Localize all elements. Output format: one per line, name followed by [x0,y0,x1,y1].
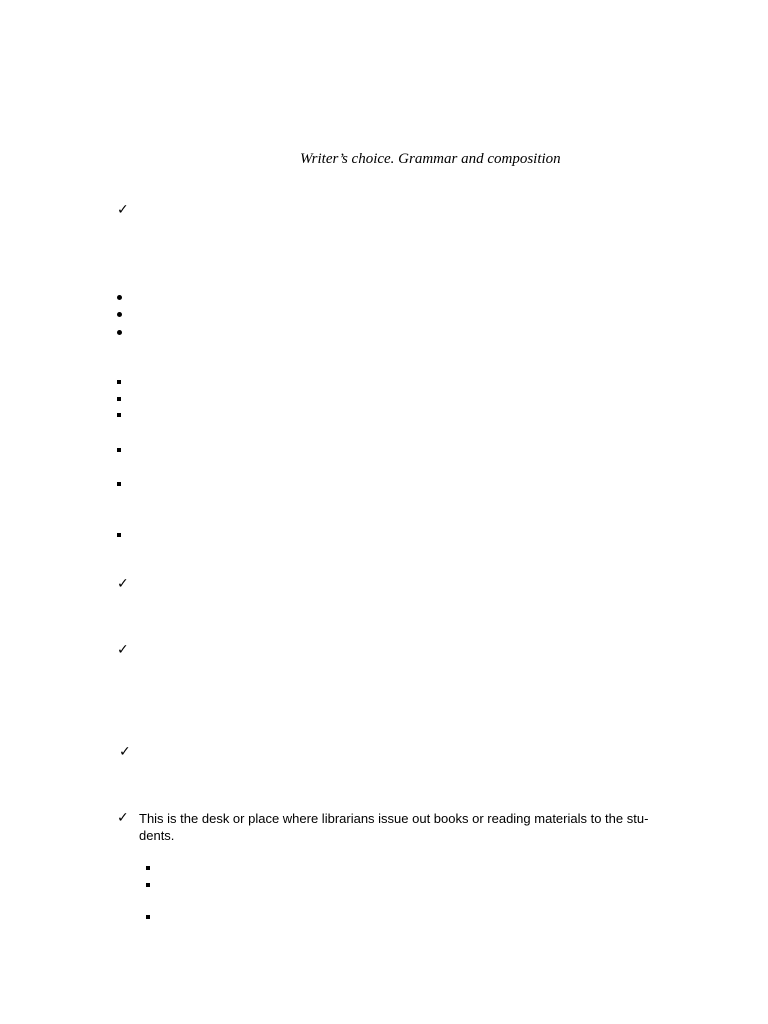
square-bullet [117,397,121,401]
square-bullet [146,915,150,919]
definition-line-1: This is the desk or place where librarians issue out books or reading materials to the stu- [139,811,649,826]
square-bullet [117,482,121,486]
checkmark-bullet: ✓ [117,810,129,826]
checkmark-bullet: ✓ [117,642,129,658]
checkmark-bullet: ✓ [119,744,131,760]
page-title: Writer’s choice. Grammar and composition [300,151,561,167]
round-bullet [117,330,122,335]
definition-line-2: dents. [139,828,175,843]
square-bullet [117,533,121,537]
square-bullet [146,866,150,870]
checkmark-bullet: ✓ [117,202,129,218]
square-bullet [117,380,121,384]
circulation-desk-definition [139,810,669,844]
round-bullet [117,312,122,317]
square-bullet [117,413,121,417]
checkmark-bullet: ✓ [117,576,129,592]
round-bullet [117,295,122,300]
square-bullet [146,883,150,887]
square-bullet [117,448,121,452]
